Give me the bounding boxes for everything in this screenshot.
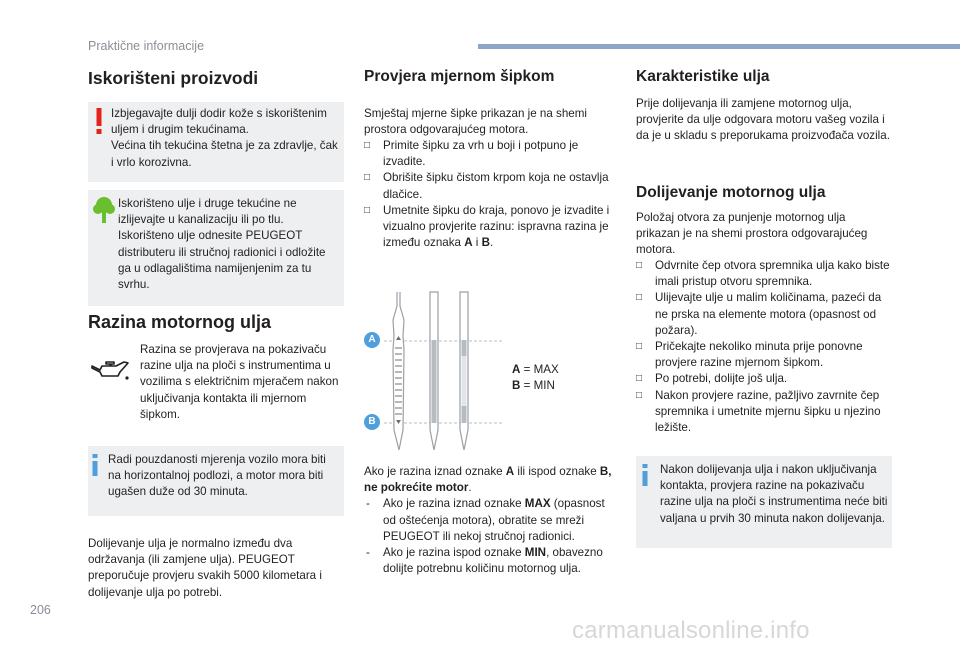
top-up-step: □ Ulijevajte ulje u malim količinama, pazeći da ne prska na elemente motora (opasnost od požara). — [636, 291, 882, 337]
info-top-up-text: Nakon dolijevanja ulja i nakon uključivanja kontakta, provjera razine na pokazivaču razine ulja na ploči s instrumentima neće biti valjana u prvih 30 minuta nakon dolijevanja. — [660, 463, 888, 525]
level-dash-list — [364, 496, 619, 577]
dipstick-illustration — [364, 290, 504, 450]
dipstick-step: □ Primite šipku za vrh u boji i potpuno je izvadite. — [364, 139, 579, 169]
info-measurement-text: Radi pouzdanosti mjerenja vozilo mora biti na horizontalnoj podlozi, a motor mora biti ugašen duže od 30 minuta. — [108, 453, 326, 499]
legend-a-key: A — [512, 363, 521, 376]
eco-box — [88, 190, 344, 306]
header-accent-bar — [478, 44, 960, 49]
warning-box — [88, 102, 344, 182]
top-up-step: □ Po potrebi, dolijte još ulja. — [636, 371, 892, 387]
bullet-icon: □ — [636, 292, 643, 304]
oil-top-up-intro: Položaj otvora za punjenje motornog ulja prikazan je na shemi prostora odgovarajućeg motora. — [636, 211, 868, 257]
bullet-icon: □ — [636, 373, 643, 385]
dipstick-step: □ Obrišite šipku čistom krpom koja ne ostavlja dlačice. — [364, 171, 609, 201]
dipstick-intro: Smještaj mjerne šipke prikazan je na shemi prostora odgovarajućeg motora. — [364, 107, 587, 137]
warning-exclamation-icon — [94, 108, 104, 139]
level-dash-item: - Ako je razina iznad oznake MAX (opasnost od oštećenja motora), obratite se mreži PEUGEOT ili nekoj stručnoj radionici. — [366, 497, 605, 543]
marker-b-badge: B — [364, 414, 380, 430]
oil-top-up-steps — [636, 258, 892, 436]
legend-b-value: = MIN — [520, 379, 555, 392]
bullet-icon: □ — [636, 389, 643, 401]
bullet-icon: □ — [636, 341, 643, 353]
watermark: carmanualsonline.info — [572, 617, 810, 644]
bullet-icon: □ — [636, 260, 643, 271]
top-up-note-text: Dolijevanje ulja je normalno između dva održavanja (ili zamjene ulja). PEUGEOT preporučuje provjeru svakih 5000 kilometara i dolijevanje ulja po potrebi. — [88, 537, 322, 599]
oil-characteristics-text: Prije dolijevanja ili zamjene motornog ulja, provjerite da ulje odgovara motoru vašeg vozila i da je u skladu s preporukama proizvođača vozila. — [636, 97, 890, 143]
info-icon — [92, 454, 98, 481]
level-warning-text: Ako je razina iznad oznake A ili ispod oznake B, ne pokrećite motor. — [364, 465, 612, 495]
section-header: Praktične informacije — [88, 39, 205, 53]
legend-b-key: B — [512, 379, 521, 392]
page-number: 206 — [30, 603, 51, 617]
dipstick-step: □ Umetnite šipku do kraja, ponovo je izvadite i vizualno provjerite razinu: ispravna razina je između oznaka A i B. — [364, 203, 610, 250]
dipstick-legend — [512, 362, 559, 394]
tree-eco-icon — [93, 196, 115, 229]
bullet-icon: □ — [364, 172, 371, 184]
oil-can-icon — [90, 360, 130, 387]
top-up-step: □ Pričekajte nekoliko minuta prije ponovne provjere razine mjernom šipkom. — [636, 340, 863, 370]
section-title-dipstick: Provjera mjernom šipkom — [364, 68, 555, 85]
info-icon — [642, 464, 648, 491]
top-up-step: □ Nakon provjere razine, pažljivo zavrnite čep spremnika i umetnite mjernu šipku u njezino ležište. — [636, 388, 881, 435]
section-title-oil-characteristics: Karakteristike ulja — [636, 68, 770, 85]
section-title-used-products: Iskorišteni proizvodi — [88, 68, 259, 88]
level-dash-item: - Ako je razina ispod oznake MIN, obavezno dolijte potrebnu količinu motornog ulja. — [366, 546, 603, 576]
level-warning-block — [364, 464, 619, 577]
section-title-oil-top-up: Dolijevanje motornog ulja — [636, 184, 826, 201]
bullet-icon: □ — [364, 140, 371, 151]
bullet-icon: □ — [364, 204, 371, 216]
marker-a-badge: A — [364, 332, 380, 348]
info-box-top-up — [636, 456, 892, 548]
top-up-step: □ Odvrnite čep otvora spremnika ulja kako biste imali pristup otvoru spremnika. — [636, 259, 890, 289]
oil-level-text: Razina se provjerava na pokazivaču razine ulja na ploči s instrumentima u vozilima s električnim mjeračem nakon uključivanja kontakta ili mjernom šipkom. — [140, 343, 339, 421]
warning-text: Izbjegavajte dulji dodir kože s iskorištenim uljem i drugim tekućinama. Većina tih tekućina štetna je za zdravlje, čak i vrlo korozivna. — [111, 107, 338, 169]
eco-text: Iskorišteno ulje i druge tekućine ne izlijevajte u kanalizaciju ili po tlu. Iskorišteno ulje odnesite PEUGEOT distributeru ili stručnoj radionici i odložite ga u odlagalištima namijenjenim za tu svrhu. — [118, 197, 326, 292]
legend-a-value: = MAX — [520, 363, 559, 376]
dipstick-steps — [364, 138, 619, 251]
info-box-measurement — [88, 446, 344, 516]
section-title-oil-level: Razina motornog ulja — [88, 312, 272, 332]
